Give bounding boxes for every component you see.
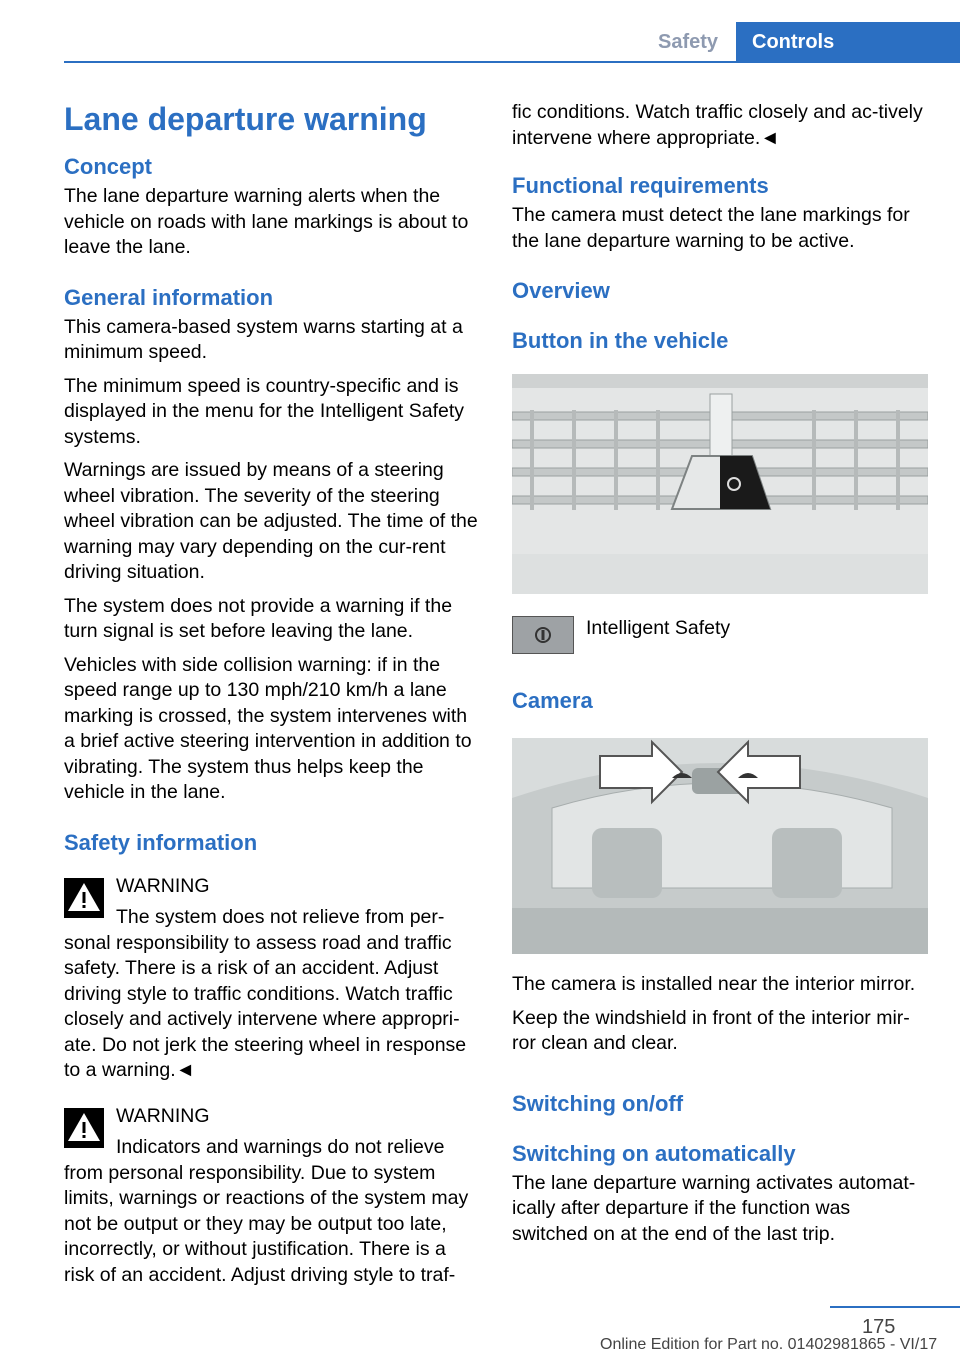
camera-paragraph-2: Keep the windshield in front of the interior mir-ror clean and clear. [512,1006,910,1054]
camera-paragraph-1: The camera is installed near the interior mirror. [512,973,916,995]
footer-rule [830,1306,960,1308]
safety-heading: Safety information [64,829,258,855]
concept-text: The lane departure warning alerts when the vehicle on roads with lane markings is about to leave the lane. [64,185,469,258]
button-heading: Button in the vehicle [512,328,729,353]
general-paragraph-5: Vehicles with side collision warning: if in the speed range up to 130 mph/210 km/h a lane marking is crossed, the system intervenes with a brief active steering intervention in addition to vibrating. The system thus helps keep the vehicle in the lane. [64,653,472,803]
left-column [64,96,480,1288]
header-rule [64,61,960,63]
warning-icon [64,878,104,918]
warning-block-1 [64,874,480,1084]
warning-title: WARNING [116,874,210,897]
warning-text: Indicators and warnings do not relieve from personal responsibility. Due to system limits, warnings or reactions of the system may not be output or they may be output too late, incorrectly, or without justification. There is a risk of an accident. Adjust driving style to traf- [64,1136,469,1286]
general-heading: General information [64,284,274,310]
header-tab-safety: Safety [657,30,719,53]
dashboard-vents-image [512,374,928,594]
auto-heading: Switching on automatically [512,1140,796,1166]
footer-edition: Online Edition for Part no. 01402981865 - VI/17 [600,1336,938,1353]
overview-heading: Overview [512,278,610,303]
warning-title: WARNING [116,1104,210,1127]
interior-camera-image [512,738,928,954]
button-caption-row [512,616,928,654]
general-paragraph-2: The minimum speed is country-specific and is displayed in the menu for the Intelligent Safety systems. [64,374,464,448]
functional-heading: Functional requirements [512,173,769,198]
functional-text: The camera must detect the lane markings for the lane departure warning to be active. [512,204,910,252]
warning-icon [64,1108,104,1148]
general-paragraph-4: The system does not provide a warning if the turn signal is set before leaving the lane. [64,594,453,642]
intelligent-safety-button-icon [512,616,574,654]
auto-text: The lane departure warning activates automat-ically after departure if the function was switched on at the end of the last trip. [512,1171,916,1245]
general-paragraph-1: This camera-based system warns starting at a minimum speed. [64,315,463,363]
concept-heading: Concept [64,154,152,179]
camera-heading: Camera [512,688,593,713]
page-number: 175 [862,1316,896,1338]
switching-heading: Switching on/off [512,1090,684,1116]
general-paragraph-3: Warnings are issued by means of a steering wheel vibration. The severity of the steering wheel vibration can be adjusted. The time of the warning may vary depending on the cur-rent driving situation. [64,459,478,583]
warning-text: The system does not relieve from per-sonal responsibility to assess road and traffic safety. There is a risk of an accident. Adjust driving style to traffic conditions. Watch traffic closely and actively intervene where appropri-ate. Do not jerk the steering wheel in response to a warning.◄ [64,906,467,1081]
warning-block-2 [64,1104,480,1289]
right-column [512,100,928,1255]
header-tab-controls: Controls [736,22,960,62]
continued-text: fic conditions. Watch traffic closely and ac-tively intervene where appropriate.◄ [512,101,923,149]
camera-figure [512,738,928,954]
button-caption: Intelligent Safety [586,617,731,639]
button-figure [512,374,928,594]
page-title: Lane departure warning [64,101,427,137]
